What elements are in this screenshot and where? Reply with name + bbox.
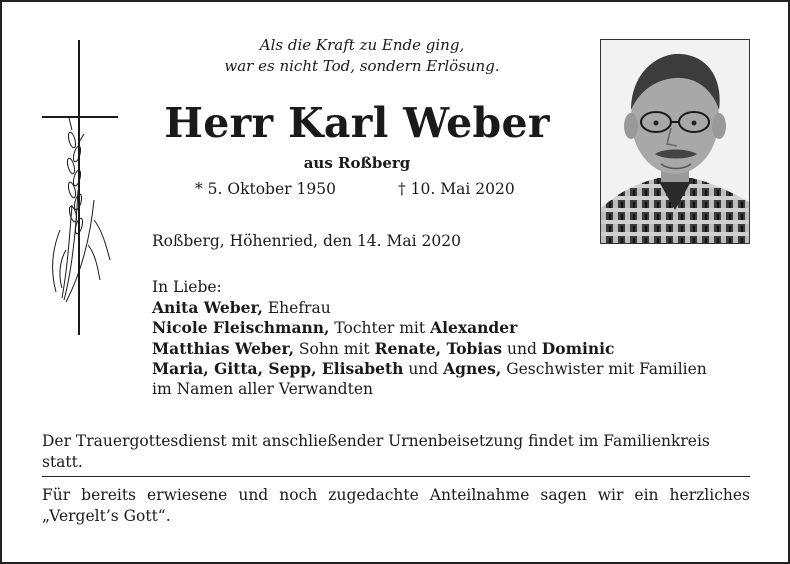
mourner-relation: Ehefrau — [262, 298, 331, 317]
quote-line-1: Als die Kraft zu Ende ging, — [259, 36, 465, 54]
mourner-relation: Sohn mit — [293, 339, 375, 358]
mourners-intro: In Liebe: — [152, 278, 222, 296]
mourners-list — [152, 278, 752, 399]
divider — [42, 476, 750, 477]
birth-date: * 5. Oktober 1950 — [195, 180, 336, 198]
death-date: † 10. Mai 2020 — [398, 180, 515, 198]
mourner-name: Nicole Fleischmann, — [152, 318, 330, 337]
mourner-name: Matthias Weber, — [152, 338, 294, 358]
portrait-photo — [600, 39, 750, 244]
mourner-line — [152, 298, 752, 319]
mourner-name: Maria, Gitta, Sepp, Elisabeth — [152, 359, 404, 378]
mourner-relation: im Namen aller Verwandten — [152, 379, 373, 398]
mourner-relation: Tochter mit — [329, 319, 431, 337]
place-and-date: Roßberg, Höhenried, den 14. Mai 2020 — [152, 232, 461, 250]
deceased-name: Herr Karl Weber — [164, 99, 550, 147]
mourner-line — [152, 380, 752, 400]
mourner-line — [152, 318, 752, 339]
mourner-relation: und — [403, 360, 444, 378]
mourner-name: Alexander — [430, 318, 518, 337]
mourner-name: Renate, Tobias — [374, 338, 503, 358]
mourner-name: Agnes, — [443, 359, 502, 378]
mourner-name: Dominic — [541, 338, 615, 358]
deceased-origin: aus Roßberg — [303, 154, 411, 172]
funeral-notice: Der Trauergottesdienst mit anschließender Urnenbeisetzung findet im Familienkreis statt. — [42, 432, 710, 471]
mourner-line — [152, 339, 752, 360]
quote-line-2: war es nicht Tod, sondern Erlösung. — [224, 57, 500, 75]
mourner-relation: und — [502, 339, 542, 358]
mourner-name: Anita Weber, — [152, 297, 263, 317]
mourner-line — [152, 359, 752, 380]
thanks-note: Für bereits erwiesene und noch zugedachte Anteilnahme sagen wir ein herzliches „Vergelt’s Gott“. — [42, 486, 750, 525]
mourner-relation: Geschwister mit Familien — [501, 360, 707, 378]
